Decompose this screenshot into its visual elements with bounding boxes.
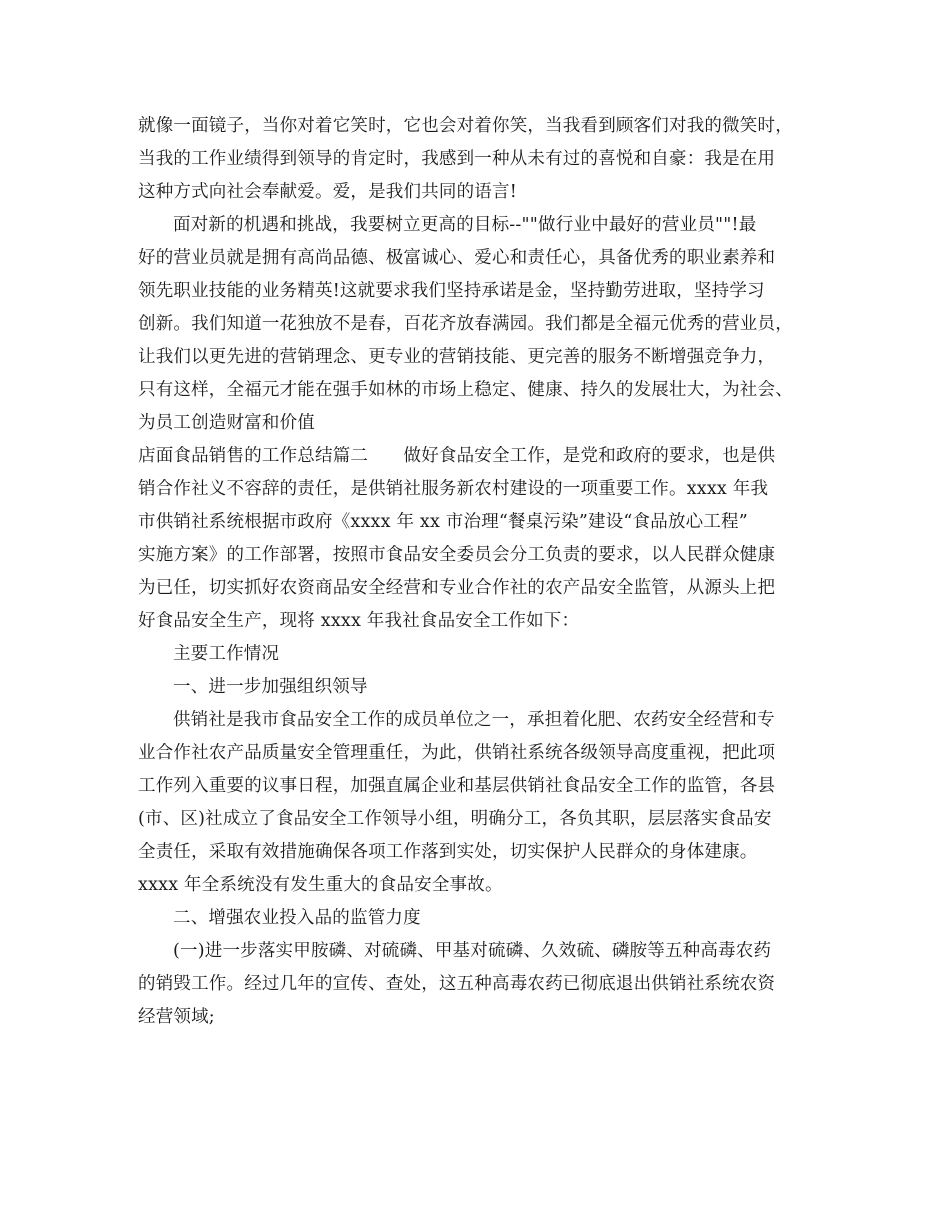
text-line: (一)进一步落实甲胺磷、对硫磷、甲基对硫磷、久效硫、磷胺等五种高毒农药 — [173, 941, 772, 961]
text-line: (市、区)社成立了食品安全工作领导小组，明确分工，各负其职，层层落实食品安 — [138, 809, 772, 829]
text-line: 就像一面镜子，当你对着它笑时，它也会对着你笑，当我看到顾客们对我的微笑时， — [138, 116, 793, 136]
text-line: 领先职业技能的业务精英!这就要求我们坚持承诺是金，坚持勤劳进取，坚持学习 — [138, 281, 765, 301]
text-line: 让我们以更先进的营销理念、更专业的营销技能、更完善的服务不断增强竞争力， — [138, 347, 776, 367]
section-heading-main: 主要工作情况 — [173, 644, 280, 664]
text-line: 当我的工作业绩得到领导的肯定时，我感到一种从未有过的喜悦和自豪：我是在用 — [138, 149, 776, 169]
text-line: xxxx 年全系统没有发生重大的食品安全事故。 — [138, 875, 503, 895]
text-line: 销合作社义不容辞的责任，是供销社服务新农村建设的一项重要工作。xxxx 年我 — [138, 479, 769, 499]
text-line: 好的营业员就是拥有高尚品德、极富诚心、爱心和责任心，具备优秀的职业素养和 — [138, 248, 776, 268]
text-line: 经营领域; — [138, 1007, 215, 1027]
text-line: 只有这样，全福元才能在强手如林的市场上稳定、健康、持久的发展壮大，为社会、 — [138, 380, 793, 400]
section-heading-1: 一、进一步加强组织领导 — [173, 677, 368, 697]
text-line: 业合作社农产品质量安全管理重任，为此，供销社系统各级领导高度重视，把此项 — [138, 743, 776, 763]
document-page — [138, 110, 828, 1034]
text-line: 的销毁工作。经过几年的宣传、查处，这五种高毒农药已彻底退出供销社系统农资 — [138, 974, 776, 994]
text-line: 好食品安全生产，现将 xxxx 年我社食品安全工作如下： — [138, 611, 580, 631]
section-heading-2: 二、增强农业投入品的监管力度 — [173, 908, 421, 928]
text-line: 全责任，采取有效措施确保各项工作落到实处，切实保护人民群众的身体建康。 — [138, 842, 758, 862]
text-line: 面对新的机遇和挑战，我要树立更高的目标--""做行业中最好的营业员""!最 — [173, 215, 757, 235]
text-line: 为已任，切实抓好农资商品安全经营和专业合作社的农产品安全监管，从源头上把 — [138, 578, 776, 598]
text-line: 这种方式向社会奉献爱。爱，是我们共同的语言! — [138, 182, 517, 202]
text-line: 店面食品销售的工作总结篇二 做好食品安全工作，是党和政府的要求，也是供 — [138, 446, 776, 466]
text-line: 为员工创造财富和价值 — [138, 413, 315, 433]
text-line: 创新。我们知道一花独放不是春，百花齐放春满园。我们都是全福元优秀的营业员， — [138, 314, 793, 334]
text-line: 工作列入重要的议事日程，加强直属企业和基层供销社食品安全工作的监管，各县 — [138, 776, 776, 796]
text-line: 供销社是我市食品安全工作的成员单位之一，承担着化肥、农药安全经营和专 — [173, 710, 775, 730]
text-line: 实施方案》的工作部署，按照市食品安全委员会分工负责的要求，以人民群众健康 — [138, 545, 776, 565]
text-line: 市供销社系统根据市政府《xxxx 年 xx 市治理“餐桌污染”建设“食品放心工程” — [138, 512, 748, 532]
